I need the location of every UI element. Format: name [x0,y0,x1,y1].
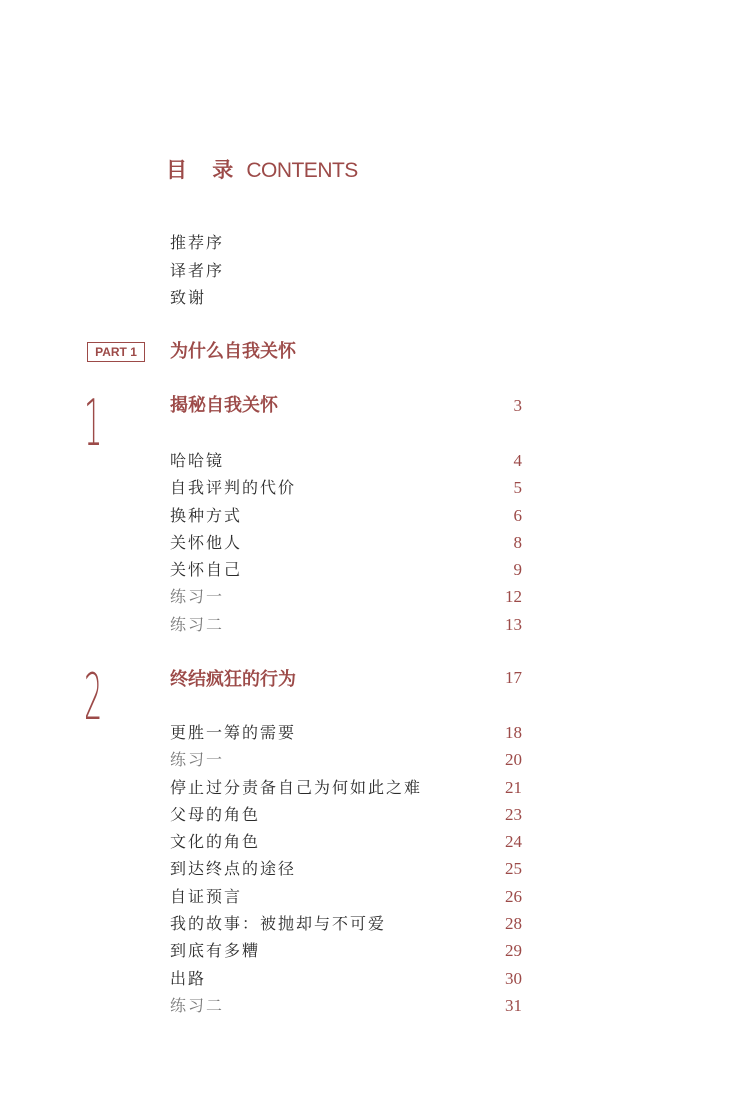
entry-page: 23 [505,804,522,824]
entry-page: 30 [505,968,522,988]
entry-label: 自证预言 [170,886,243,906]
toc-entry[interactable] [170,556,522,583]
entry-label: 练习一 [170,587,225,607]
toc-entry[interactable] [170,937,522,964]
entry-label: 我的故事：被抛却与不可爱 [170,914,387,934]
chapter-page-number: 3 [513,396,522,415]
entry-page: 28 [505,914,522,934]
entry-page: 31 [505,995,522,1015]
toc-entry[interactable] [170,883,522,910]
toc-entry[interactable] [170,910,522,937]
front-matter-translator-preface[interactable]: 译者序 [170,260,225,280]
toc-entry-exercise[interactable] [170,611,522,638]
entry-page: 12 [505,587,522,607]
entry-page: 26 [505,886,522,906]
toc-entry-exercise[interactable] [170,583,522,610]
entry-label: 自我评判的代价 [170,478,297,498]
toc-entry-exercise[interactable] [170,992,522,1019]
front-matter-acknowledgements[interactable]: 致谢 [170,288,207,307]
toc-entry[interactable] [170,474,522,501]
chapter-number: 2 [84,661,103,735]
entry-label: 父母的角色 [170,804,261,824]
toc-heading-cn: 目 录 [166,158,243,182]
entry-page: 25 [505,859,522,879]
entry-label: 练习二 [170,995,225,1015]
entry-page: 9 [513,560,522,580]
toc-entry[interactable] [170,719,522,746]
toc-entry[interactable] [170,965,522,992]
chapter-page-number: 17 [505,668,522,687]
entry-label: 换种方式 [170,505,243,525]
chapter-number: 1 [84,387,103,461]
toc-entry[interactable] [170,447,522,474]
entry-page: 13 [505,614,522,634]
chapter-title[interactable]: 终结疯狂的行为 [170,669,296,690]
toc-heading [166,154,358,184]
chapter-title[interactable]: 揭秘自我关怀 [170,395,278,416]
part-title[interactable]: 为什么自我关怀 [170,341,296,362]
entry-page: 24 [505,832,522,852]
entry-page: 18 [505,723,522,742]
entry-label: 更胜一筹的需要 [170,723,297,742]
entry-label: 到达终点的途径 [170,859,297,879]
toc-entry[interactable] [170,774,522,801]
entry-label: 哈哈镜 [170,451,225,470]
toc-entry[interactable] [170,855,522,882]
toc-entry[interactable] [170,529,522,556]
entry-page: 21 [505,777,522,797]
entry-label: 练习二 [170,614,225,634]
toc-entry-exercise[interactable] [170,746,522,773]
toc-heading-en: CONTENTS [246,159,358,182]
chapter-1-entries [170,447,522,638]
toc-entry[interactable] [170,828,522,855]
chapter-2-entries [170,719,522,1019]
entry-page: 6 [513,505,522,525]
front-matter-list [170,229,224,312]
entry-label: 文化的角色 [170,832,261,852]
entry-page: 20 [505,750,522,770]
entry-label: 关怀他人 [170,532,243,552]
part-badge: PART 1 [87,342,145,362]
entry-label: 停止过分责备自己为何如此之难 [170,777,423,797]
front-matter-foreword[interactable]: 推荐序 [170,233,225,252]
toc-entry[interactable] [170,502,522,529]
entry-label: 关怀自己 [170,560,243,580]
entry-page: 8 [513,532,522,552]
entry-page: 5 [513,478,522,498]
entry-page: 29 [505,941,522,961]
entry-label: 出路 [170,968,207,988]
toc-entry[interactable] [170,801,522,828]
entry-label: 练习一 [170,750,225,770]
entry-label: 到底有多糟 [170,941,261,961]
entry-page: 4 [513,451,522,470]
